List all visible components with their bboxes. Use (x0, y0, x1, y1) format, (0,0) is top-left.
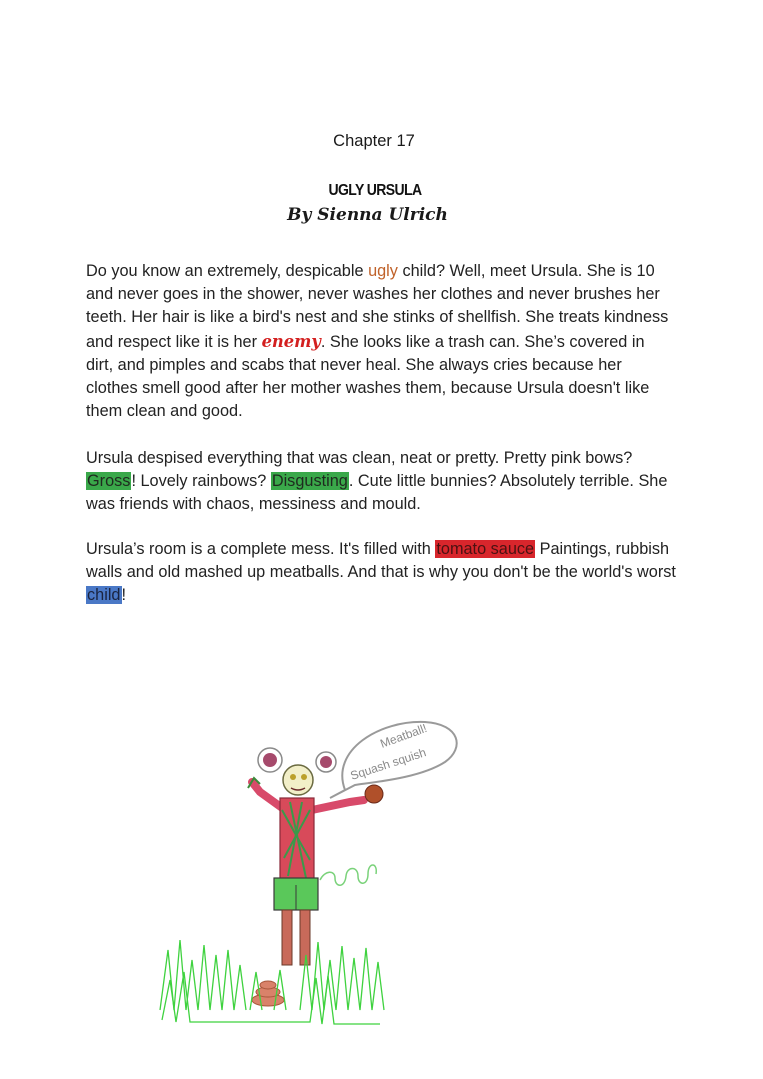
right-arm (312, 800, 364, 810)
highlight-tomato-sauce: tomato sauce (436, 540, 535, 558)
p1-text-b: child? Well, meet Ursula. She is 10 and never goes in the shower, never washes her clothes and never brushes her teeth. Her hair is like a bird's nest and she stinks of shellfish. She treats kindness and respect like it is her (86, 262, 669, 351)
paragraph-3 (86, 538, 676, 608)
highlight-disgusting: Disgusting (271, 472, 348, 491)
highlight-gross: Gross (87, 472, 131, 491)
p3-text-c: ! (121, 586, 127, 605)
p1-text-a: Do you know an extremely, despicable (86, 262, 369, 280)
word-ugly: ugly (368, 262, 398, 280)
author-byline: By Sienna Ulrich (287, 205, 448, 225)
word-enemy: enemy (261, 331, 321, 351)
speech-bubble (330, 721, 457, 798)
speech-text-1: Meatball! (378, 721, 429, 751)
p2-text-a: Ursula despised everything that was clean, neat or pretty. Pretty pink bows? (86, 449, 633, 467)
p3-text-a: Ursula’s room is a complete mess. It's filled with (86, 540, 436, 558)
paragraph-1 (86, 260, 676, 423)
p2-text-c: . Cute little bunnies? Absolutely terrible. She was friends with chaos, messiness and mould. (86, 472, 668, 514)
p3-text-b: Paintings, rubbish walls and old mashed up meatballs. And that is why you don't be the world's worst (86, 540, 676, 582)
right-leg (300, 910, 310, 965)
meatball (365, 785, 383, 803)
poo (252, 981, 284, 1006)
squiggle (320, 865, 376, 885)
ursula-drawing (150, 710, 480, 1040)
p2-text-b: ! Lovely rainbows? (131, 472, 271, 491)
left-leg (282, 910, 292, 965)
chapter-heading: Chapter 17 (333, 132, 415, 150)
paragraph-2 (86, 447, 676, 517)
highlight-child: child (87, 586, 121, 605)
speech-text-2: Squash squish (348, 745, 428, 783)
story-title: UGLY URSULA (328, 179, 422, 199)
p1-text-c: . She looks like a trash can. She’s covered in dirt, and pimples and scabs that never heal. She always cries because her clothes smell good after her mother washes them, because Ursula doesn't like them clean and good. (86, 332, 650, 421)
